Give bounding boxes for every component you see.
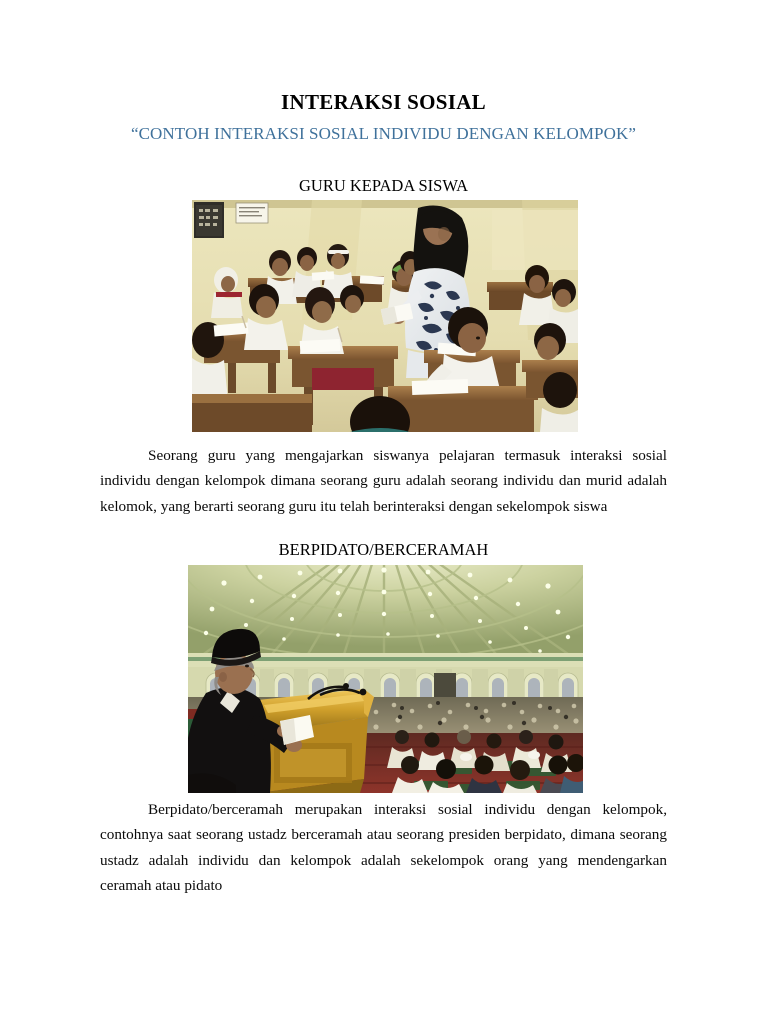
classroom-teacher-photo bbox=[192, 200, 578, 432]
paragraph-berpidato-berceramah: Berpidato/berceramah merupakan interaksi sosial individu dengan kelompok, contohnya saat seorang ustadz berceramah atau seorang presiden berpidato, dimana seorang ustadz adalah individu dan kelompok adalah sekelompok orang yang mendengarkan ceramah atau pidato bbox=[100, 801, 667, 894]
classroom-photo-artwork bbox=[192, 200, 578, 432]
section-heading-berpidato-berceramah: BERPIDATO/BERCERAMAH bbox=[278, 540, 489, 559]
mosque-photo-artwork bbox=[188, 565, 583, 793]
mosque-sermon-photo bbox=[188, 565, 583, 793]
page-title: INTERAKSI SOSIAL bbox=[281, 90, 486, 114]
section-heading-guru-kepada-siswa: GURU KEPADA SISWA bbox=[298, 176, 468, 195]
page-subtitle: “CONTOH INTERAKSI SOSIAL INDIVIDU DENGAN KELOMPOK” bbox=[130, 124, 637, 143]
paragraph-guru-kepada-siswa: Seorang guru yang mengajarkan siswanya pelajaran termasuk interaksi sosial individu dengan kelompok dimana seorang guru adalah seorang individu dan murid adalah kelomok, yang berarti seorang guru itu telah berinteraksi dengan sekelompok siswa bbox=[100, 447, 667, 515]
